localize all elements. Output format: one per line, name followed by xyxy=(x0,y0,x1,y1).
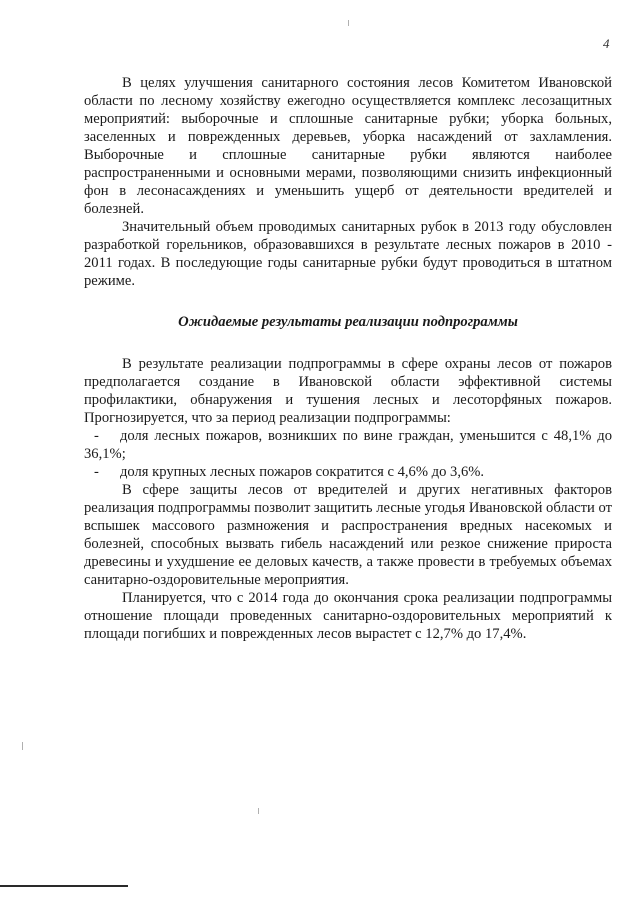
document-body xyxy=(84,74,612,643)
section-heading: Ожидаемые результаты реализации подпрограммы xyxy=(178,314,518,330)
paragraph-expected-results: В результате реализации подпрограммы в сфере охраны лесов от пожаров предполагается создание в Ивановской области эффективной системы профилактики, обнаружения и тушения лесных и лесоторфяных пожаров. Прогнозируется, что за период реализации подпрограммы: xyxy=(84,356,612,426)
bullet-dash: - xyxy=(94,464,99,480)
paragraph-sanitary-measures: В целях улучшения санитарного состояния лесов Комитетом Ивановской области по лесному хозяйству ежегодно осуществляется комплекс лесозащитных мероприятий: выборочные и сплошные санитарные рубки; уборка больных, заселенных и поврежденных деревьев, уборка насаждений от захламления. Выборочные и сплошные санитарные рубки являются наиболее распространенными и основными мерами, позволяющими снизить инфекционный фон в лесонасаждениях и уменьшить ущерб от деятельности вредителей и болезней. xyxy=(84,75,612,217)
bullet-dash: - xyxy=(94,428,99,444)
paragraph-forest-protection: В сфере защиты лесов от вредителей и других негативных факторов реализация подпрограммы позволит защитить лесные угодья Ивановской области от вспышек массового размножения и распространения вредных насекомых и болезней, способных вызвать гибель насаждений или резкое снижение прироста древесины и ухудшение ее деловых качеств, а также провести в требуемых объемах санитарно-оздоровительные мероприятия. xyxy=(84,482,612,588)
list-item xyxy=(84,463,612,481)
paragraph-sanitary-cuttings-2013: Значительный объем проводимых санитарных рубок в 2013 году обусловлен разработкой горельников, образовавшихся в результате лесных пожаров в 2010 - 2011 годах. В последующие годы санитарные рубки будут проводиться в штатном режиме. xyxy=(84,219,612,289)
scan-mark xyxy=(22,742,23,750)
paragraph-planned-ratio: Планируется, что с 2014 года до окончания срока реализации подпрограммы отношение площади проведенных санитарно-оздоровительных мероприятий к площади погибших и поврежденных лесов вырастет с 12,7% до 17,4%. xyxy=(84,590,612,642)
list-item xyxy=(84,427,612,463)
footer-rule xyxy=(0,885,128,887)
bullet-text: доля крупных лесных пожаров сократится с 4,6% до 3,6%. xyxy=(120,464,485,480)
scan-mark xyxy=(348,20,349,26)
bullet-text: доля лесных пожаров, возникших по вине граждан, уменьшится с 48,1% до 36,1%; xyxy=(84,428,612,462)
scan-mark xyxy=(258,808,259,814)
page-number: 4 xyxy=(603,36,610,51)
